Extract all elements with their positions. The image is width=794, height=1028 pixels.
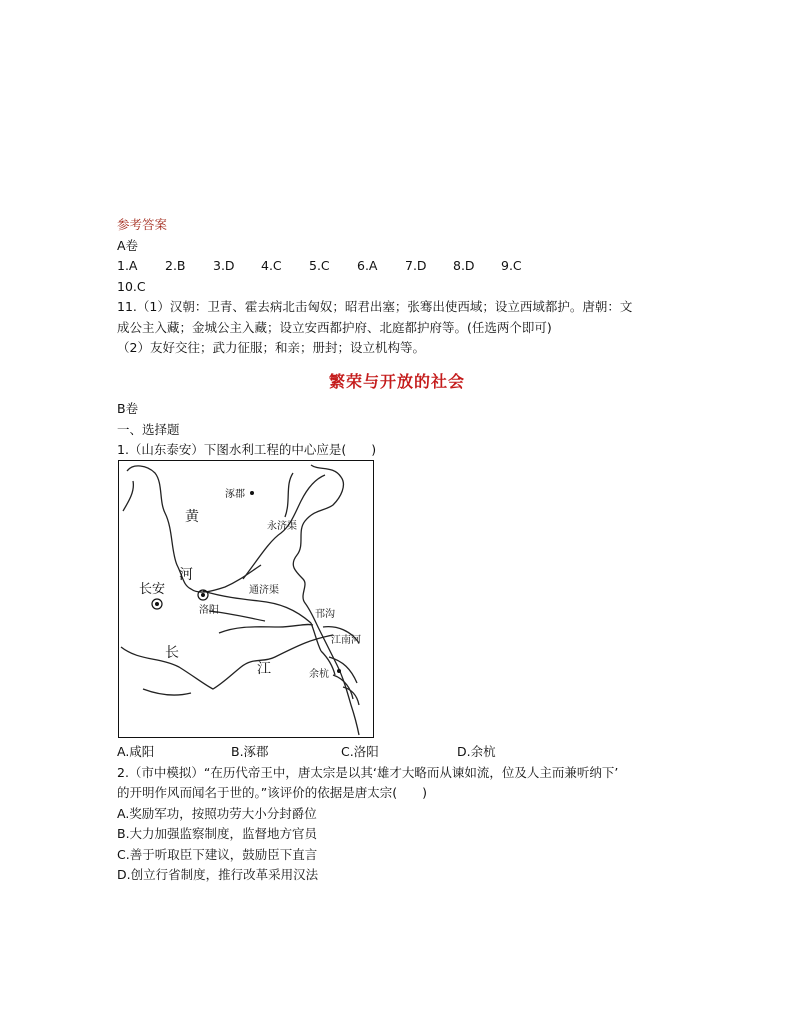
mc-answer: 6.A — [357, 258, 378, 273]
mc-answer: 7.D — [405, 258, 427, 273]
map-label-he: 河 — [179, 567, 193, 583]
map-label-yongjiqu: 永济渠 — [267, 521, 297, 532]
q11-answer-line2: 成公主入藏；金城公主入藏；设立安西都护府、北庭都护府等。(任选两个即可) — [117, 319, 552, 335]
canal-map — [118, 460, 374, 738]
mc-answer: 1.A — [117, 258, 138, 273]
question-2-line2: 的开明作风而闻名于世的。”该评价的依据是唐太宗( ) — [117, 785, 427, 800]
changan-marker — [152, 599, 162, 609]
answers-heading: 参考答案 — [117, 217, 168, 232]
map-label-hangou: 邗沟 — [315, 609, 335, 620]
q2-option-c: C.善于听取臣下建议，鼓励臣下直言 — [117, 846, 318, 862]
questions-continued — [117, 742, 682, 886]
map-label-yuhang: 余杭 — [309, 669, 329, 680]
q1-option-b: B.涿郡 — [231, 744, 269, 759]
map-label-jiang: 江 — [257, 661, 271, 677]
map-label-tongjiqu: 通济渠 — [249, 585, 279, 596]
q2-option-d: D.创立行省制度，推行改革采用汉法 — [117, 867, 319, 882]
q11-answer-line3: （2）友好交往；武力征服；和亲；册封；设立机构等。 — [117, 340, 425, 355]
part-heading: 一、选择题 — [117, 421, 180, 437]
q1-option-d: D.余杭 — [457, 744, 496, 759]
map-label-huang: 黄 — [185, 509, 199, 525]
q1-options — [117, 742, 682, 763]
section-title: 繁荣与开放的社会 — [328, 372, 465, 391]
map-label-luoyang: 洛阳 — [199, 605, 219, 616]
mc-answer: 5.C — [309, 258, 330, 273]
mc-answer: 3.D — [213, 258, 235, 273]
map-label-zhuojun: 涿郡 — [225, 489, 245, 500]
map-label-changan: 长安 — [139, 582, 166, 597]
b-section-label: B卷 — [117, 401, 139, 416]
question-2-line1: 2.（市中模拟）“在历代帝王中，唐太宗是以其‘雄才大略而从谏如流，位及人主而兼听纳下’ — [117, 764, 619, 780]
map-label-chang: 长 — [165, 645, 179, 661]
answers-section-label: A卷 — [117, 237, 139, 253]
mc-answers-row — [117, 256, 682, 277]
q1-option-a: A.咸阳 — [117, 744, 155, 759]
question-1: 1.（山东泰安）下图水利工程的中心应是( ) — [117, 442, 377, 457]
b-section — [117, 399, 682, 461]
q11-answer-line1: 11.（1）汉朝：卫青、霍去病北击匈奴；昭君出塞；张骞出使西域；设立西域都护。唐朝：文 — [117, 299, 633, 314]
mc-answer: 2.B — [165, 258, 186, 273]
zhuojun-marker — [250, 491, 254, 495]
q2-option-b: B.大力加强监察制度，监督地方官员 — [117, 826, 318, 841]
mc-answer: 8.D — [453, 258, 475, 273]
mc-answer-last: 10.C — [117, 278, 146, 294]
answers-section — [117, 215, 682, 359]
mc-answer: 4.C — [261, 258, 282, 273]
yuhang-marker — [337, 669, 341, 673]
mc-answer: 9.C — [501, 258, 522, 273]
q2-option-a: A.奖励军功，按照功劳大小分封爵位 — [117, 805, 317, 821]
map-label-jiangnanhe: 江南河 — [331, 635, 361, 646]
map-drawing — [119, 461, 372, 736]
q1-option-c: C.洛阳 — [341, 744, 379, 759]
